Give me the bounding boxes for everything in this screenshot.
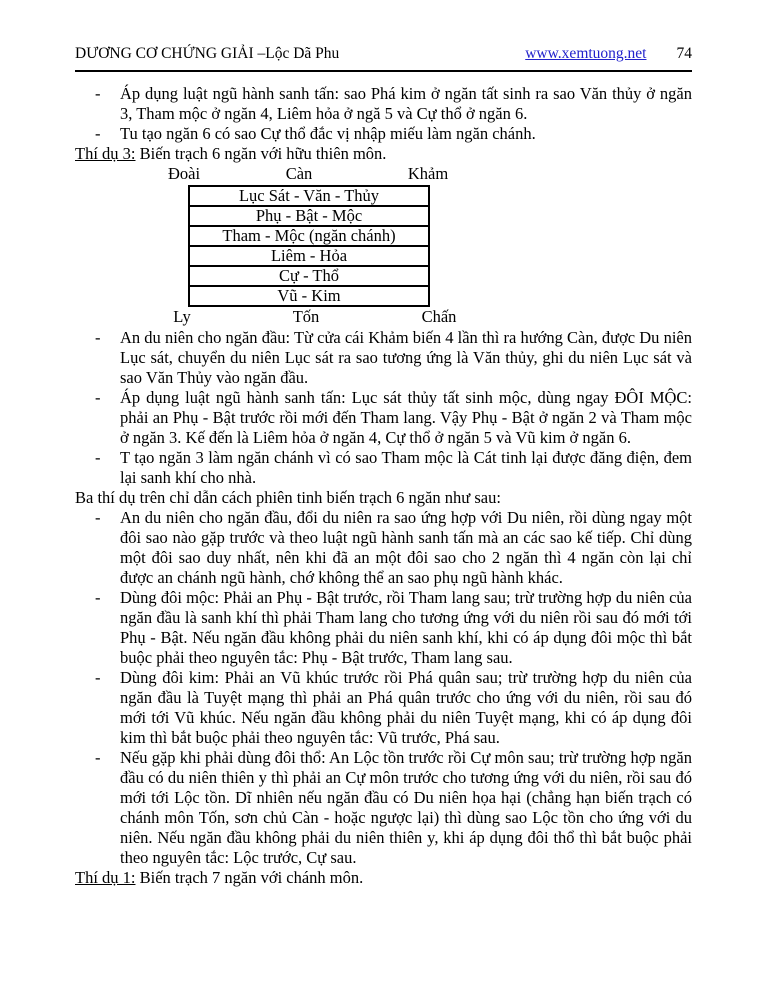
page-header: [75, 44, 692, 63]
direction-label-kham: Khảm: [407, 164, 449, 183]
example3-text: Biến trạch 6 ngăn với hữu thiên môn.: [139, 144, 387, 163]
paragraph-text: Áp dụng luật ngũ hành sanh tấn: Lục sát thủy tất sinh mộc, dùng ngay ĐÔI MỘC: phải an Phụ - Bật trước rồi mới đến Tham lang. Vậy Phụ - Bật ở ngăn 2 và Tham mộc ở ngăn 3. Kế đến là Liêm hỏa ở ngăn 4, Cự thổ ở ngăn 5 và Vũ kim ở ngăn 6.: [120, 388, 692, 447]
bagua-diagram: [75, 164, 692, 328]
example3-label: Thí dụ 3:: [75, 144, 136, 163]
bullet-paragraph: [75, 84, 692, 124]
paragraph-text: An du niên cho ngăn đầu: Từ cửa cái Khảm biến 4 lần thì ra hướng Càn, được Du niên Lục sát, chuyển du niên Lục sát ra sao tương ứng là Văn thủy, ghi du niên Lục sát và sao Văn Thủy vào ngăn đầu.: [120, 328, 692, 387]
bullet-paragraph: [75, 328, 692, 388]
table-row: Liêm - Hỏa: [190, 245, 428, 265]
document-body: [75, 84, 692, 888]
bullet-paragraph: [75, 388, 692, 448]
paragraph-text: Dùng đôi mộc: Phải an Phụ - Bật trước, rồi Tham lang sau; trừ trường hợp du niên của ngăn đầu là sanh khí thì phải Tham lang cho tương ứng với du niên rồi sau đó mới tới Phụ - Bật. Nếu ngăn đầu không phải du niên sanh khí, khi có áp dụng đôi mộc thì bắt buộc phải theo nguyên tắc: Phụ - Bật trước, Tham lang sau.: [120, 588, 692, 667]
header-link[interactable]: www.xemtuong.net: [525, 45, 647, 62]
paragraph-text: An du niên cho ngăn đầu, đổi du niên ra sao ứng hợp với Du niên, rồi dùng ngay một đôi sao nào gặp trước và theo luật ngũ hành sanh tấn mà an các sao kế tiếp. Chỉ dùng một đôi sao duy nhất, nên khi đã an một đôi sao cho 2 ngăn thì 4 ngăn còn lại chỉ được an chánh ngũ hành, chớ không thể an sao phụ ngũ hành khác.: [120, 508, 692, 587]
bullet-paragraph: [75, 448, 692, 488]
direction-label-can: Càn: [285, 164, 313, 183]
paragraph-text: Dùng đôi kim: Phải an Vũ khúc trước rồi Phá quân sau; trừ trường hợp du niên của ngăn đầu là Tuyệt mạng thì phải an Phá quân trước cho ứng với du niên, rồi sau đó mới tới Vũ khúc. Nếu ngăn đầu không phải du niên Tuyệt mạng, khi có áp dụng đôi kim thì bắt buộc phải theo nguyên tắc: Vũ trước, Phá sau.: [120, 668, 692, 747]
paragraph-text: Nếu gặp khi phải dùng đôi thổ: An Lộc tồn trước rồi Cự môn sau; trừ trường hợp ngăn đầu có du niên thiên y thì phải an Cự môn trước cho tương ứng với du niên, rồi sau đó mới tới Lộc tồn. Dĩ nhiên nếu ngăn đầu có Du niên họa hại (chẳng hạn biến trạch có chánh môn Tốn, sơn chủ Càn - hoặc ngược lại) thì dùng sao Lộc tồn cho ứng với du niên. Nếu ngăn đầu không phải du niên thiên y, khi áp dụng đôi thổ thì bắt buộc phải theo nguyên tắc: Lộc trước, Cự sau.: [120, 748, 692, 867]
diagram-top-labels: [75, 164, 692, 185]
direction-label-ly: Ly: [173, 307, 191, 326]
table-row: Tham - Mộc (ngăn chánh): [190, 225, 428, 245]
example1-heading: [75, 868, 692, 888]
direction-label-chan: Chấn: [421, 307, 457, 326]
direction-label-doai: Đoài: [167, 164, 201, 183]
bullet-paragraph: [75, 588, 692, 668]
bullet-paragraph: [75, 124, 692, 144]
diagram-bottom-labels: [75, 307, 692, 328]
paragraph-text: Áp dụng luật ngũ hành sanh tấn: sao Phá kim ở ngăn tất sinh ra sao Văn thủy ở ngăn 3, Tham mộc ở ngăn 4, Liêm hỏa ở ngă 5 và Cự thổ ở ngăn 6.: [120, 84, 692, 123]
table-row: Lục Sát - Văn - Thủy: [238, 186, 380, 205]
bullet-paragraph: [75, 748, 692, 868]
compartment-table: [188, 185, 430, 307]
page-number: 74: [676, 45, 692, 62]
header-divider: [75, 70, 692, 72]
doc-title: DƯƠNG CƠ CHỨNG GIẢI –Lộc Dã Phu: [75, 45, 340, 62]
example1-text: Biến trạch 7 ngăn với chánh môn.: [139, 868, 364, 887]
paragraph-text: Tu tạo ngăn 6 có sao Cự thổ đắc vị nhập miếu làm ngăn chánh.: [120, 124, 536, 143]
table-row: Vũ - Kim: [190, 285, 428, 305]
table-row: Phụ - Bật - Mộc: [190, 205, 428, 225]
direction-label-ton: Tốn: [292, 307, 320, 326]
bullet-paragraph: [75, 668, 692, 748]
table-row: Cự - Thổ: [190, 265, 428, 285]
example3-heading: [75, 144, 692, 164]
note-line: Ba thí dụ trên chỉ dẫn cách phiên tinh biến trạch 6 ngăn như sau:: [75, 488, 501, 507]
bullet-paragraph: [75, 508, 692, 588]
example1-label: Thí dụ 1:: [75, 868, 136, 887]
paragraph-text: T tạo ngăn 3 làm ngăn chánh vì có sao Tham mộc là Cát tinh lại được đăng điện, đem lại sanh khí cho nhà.: [120, 448, 692, 487]
